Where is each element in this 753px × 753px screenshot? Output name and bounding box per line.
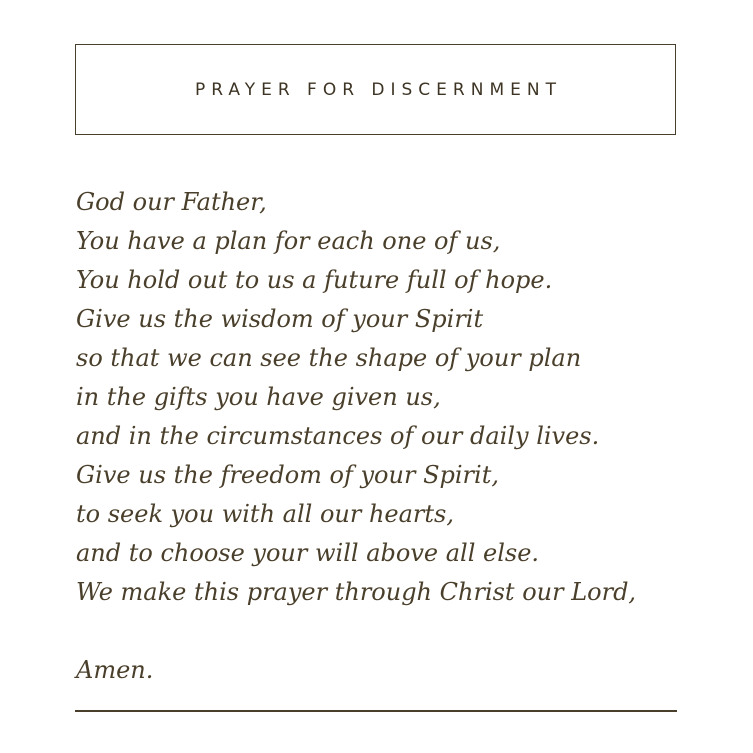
prayer-line: Give us the freedom of your Spirit, [76, 461, 499, 489]
prayer-line: We make this prayer through Christ our Lord, [76, 578, 637, 606]
prayer-line: God our Father, [76, 188, 267, 216]
prayer-line: You hold out to us a future full of hope. [76, 266, 553, 294]
prayer-line: and in the circumstances of our daily lives. [76, 422, 600, 450]
prayer-text [76, 183, 676, 612]
prayer-line: Give us the wisdom of your Spirit [76, 305, 484, 333]
prayer-line: and to choose your will above all else. [76, 539, 540, 567]
title-box [75, 44, 676, 135]
prayer-line: You have a plan for each one of us, [76, 227, 501, 255]
page-title: PRAYER FOR DISCERNMENT [195, 79, 562, 100]
prayer-line: to seek you with all our hearts, [76, 500, 454, 528]
prayer-line: in the gifts you have given us, [76, 383, 441, 411]
closing-amen: Amen. [76, 656, 154, 684]
bottom-divider [75, 710, 677, 712]
prayer-line: so that we can see the shape of your plan [76, 344, 582, 372]
